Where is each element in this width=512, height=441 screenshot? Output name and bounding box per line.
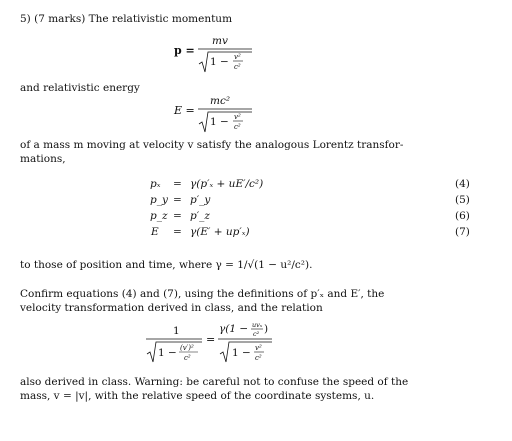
paragraph-confirm-line1: Confirm equations (4) and (7), using the definitions of p′ₓ and E′, the bbox=[20, 288, 385, 300]
equation-row-7 bbox=[0, 225, 512, 241]
relation-right-num-open: γ(1 − bbox=[219, 323, 249, 335]
eq5-rel: = bbox=[173, 194, 182, 206]
relation-equals: = bbox=[206, 333, 216, 346]
relation-left-frac-num: (v′)² bbox=[180, 344, 194, 352]
energy-c2: c² bbox=[234, 123, 241, 131]
equation-row-4 bbox=[0, 177, 512, 193]
paragraph-warning-line1: also derived in class. Warning: be careful not to confuse the speed of the bbox=[20, 376, 409, 388]
eq4-rel: = bbox=[173, 178, 182, 190]
eq7-rel: = bbox=[173, 226, 182, 238]
paragraph-gamma: to those of position and time, where γ = 1/√(1 − u²/c²). bbox=[20, 259, 313, 271]
energy-radicand: 1 − bbox=[210, 116, 229, 128]
eq6-rhs: p′_z bbox=[190, 210, 210, 222]
paragraph-energy-intro: and relativistic energy bbox=[20, 82, 140, 94]
eq4-rhs: γ(p′ₓ + uE′/c²) bbox=[190, 178, 264, 190]
momentum-equation bbox=[150, 32, 290, 76]
relation-right-num-frac-den: c² bbox=[253, 330, 260, 338]
momentum-numerator: mv bbox=[212, 35, 228, 47]
momentum-v2: v² bbox=[234, 53, 241, 61]
relation-left-rad: 1 − bbox=[158, 347, 177, 359]
eq4-number: (4) bbox=[455, 178, 470, 190]
relation-right-frac-den: c² bbox=[255, 354, 262, 362]
relation-right-frac-num: v² bbox=[255, 344, 262, 352]
equation-row-5 bbox=[0, 193, 512, 209]
eq6-number: (6) bbox=[455, 210, 470, 222]
eq6-lhs: p_z bbox=[150, 210, 168, 222]
momentum-radicand: 1 − bbox=[210, 56, 229, 68]
relation-equation bbox=[140, 318, 290, 368]
energy-equation bbox=[150, 92, 290, 136]
paragraph-warning-line2: mass, v = |v|, with the relative speed of the coordinate systems, u. bbox=[20, 390, 375, 402]
paragraph-confirm-line2: velocity transformation derived in class, and the relation bbox=[20, 302, 323, 314]
eq7-number: (7) bbox=[455, 226, 470, 238]
energy-v2: v² bbox=[234, 113, 241, 121]
relation-right-num-frac-num: uvₓ bbox=[252, 321, 263, 329]
momentum-lhs: p = bbox=[174, 44, 195, 57]
energy-lhs: E = bbox=[174, 104, 195, 117]
momentum-c2: c² bbox=[234, 63, 241, 71]
relation-right-num-close: ) bbox=[264, 323, 269, 335]
eq7-lhs: E bbox=[151, 226, 159, 238]
eq5-number: (5) bbox=[455, 194, 470, 206]
equation-row-6 bbox=[0, 209, 512, 225]
energy-numerator: mc² bbox=[210, 95, 231, 107]
problem-heading: 5) (7 marks) The relativistic momentum bbox=[20, 13, 233, 25]
eq7-rhs: γ(E′ + up′ₓ) bbox=[190, 226, 250, 238]
eq4-lhs: pₓ bbox=[150, 178, 161, 190]
relation-right-rad: 1 − bbox=[232, 347, 251, 359]
eq5-rhs: p′_y bbox=[190, 194, 211, 206]
eq6-rel: = bbox=[173, 210, 182, 222]
relation-left-num: 1 bbox=[173, 325, 180, 337]
relation-left-frac-den: c² bbox=[184, 354, 191, 362]
paragraph-mass-line1: of a mass m moving at velocity v satisfy the analogous Lorentz transfor- bbox=[20, 139, 404, 151]
eq5-lhs: p_y bbox=[150, 194, 168, 206]
paragraph-mass-line2: mations, bbox=[20, 153, 66, 165]
